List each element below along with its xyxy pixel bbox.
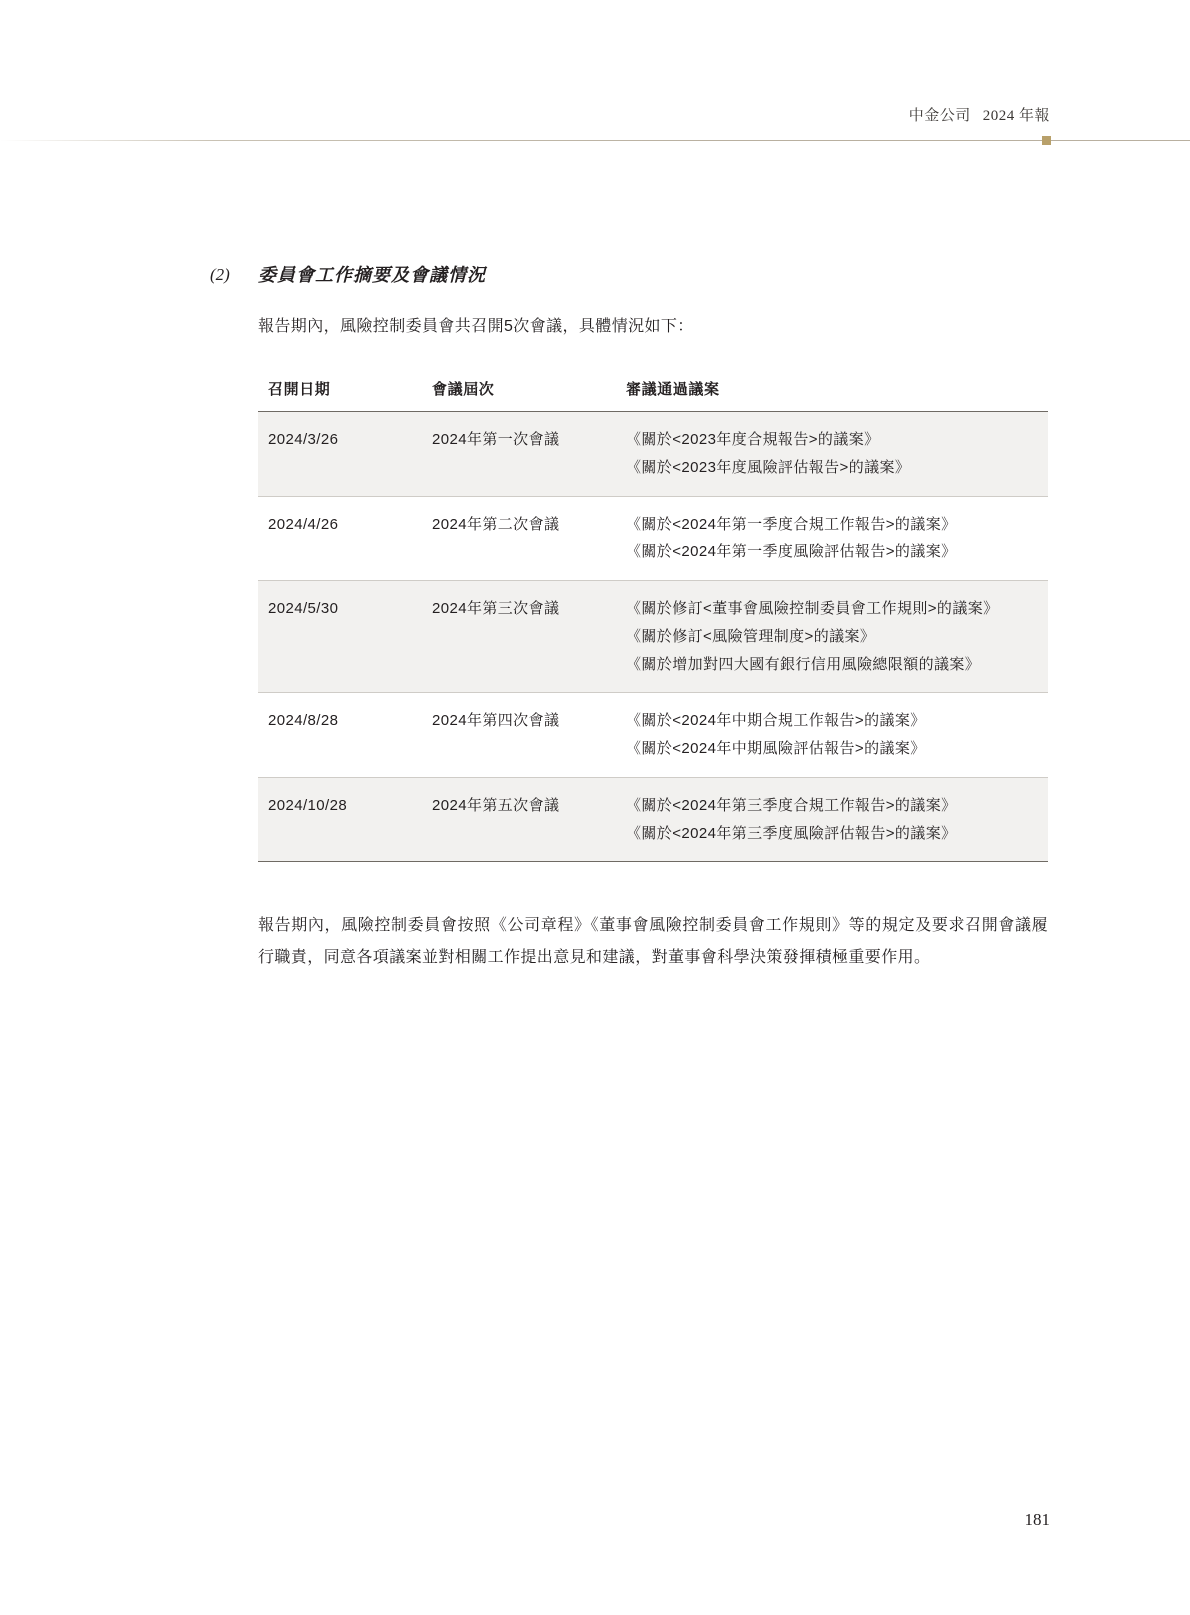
header-company-name: 中金公司 bbox=[908, 107, 971, 124]
cell-resolutions bbox=[616, 693, 1048, 778]
resolution-item: 《關於<2024年第三季度風險評估報告>的議案》 bbox=[626, 824, 957, 842]
header-divider-rule bbox=[0, 140, 1190, 141]
cell-resolutions bbox=[616, 496, 1048, 581]
section-number: (2) bbox=[210, 265, 230, 284]
cell-session: 2024年第一次會議 bbox=[422, 412, 616, 497]
section-heading bbox=[210, 262, 1050, 289]
closing-paragraph: 報告期內，風險控制委員會按照《公司章程》《董事會風險控制委員會工作規則》等的規定及要求召開會議履行職責，同意各項議案並對相關工作提出意見和建議，對董事會科學決策發揮積極重要作用。 bbox=[258, 917, 1048, 967]
meetings-table-head bbox=[258, 372, 1048, 412]
column-header-resolutions: 審議通過議案 bbox=[616, 372, 1048, 412]
table-row bbox=[258, 496, 1048, 581]
resolution-item: 《關於增加對四大國有銀行信用風險總限額的議案》 bbox=[626, 655, 981, 673]
header-running-title bbox=[909, 104, 1050, 125]
cell-date: 2024/3/26 bbox=[258, 412, 422, 497]
resolution-item: 《關於<2024年第三季度合規工作報告>的議案》 bbox=[626, 796, 957, 814]
page-number: 181 bbox=[1024, 1510, 1050, 1529]
header-accent-square-icon bbox=[1042, 136, 1051, 145]
header-report-year: 2024 年報 bbox=[982, 108, 1050, 124]
cell-date: 2024/5/30 bbox=[258, 581, 422, 693]
resolution-item: 《關於<2024年中期合規工作報告>的議案》 bbox=[626, 712, 926, 730]
resolution-item: 《關於<2023年度合規報告>的議案》 bbox=[626, 431, 880, 449]
section-title: 委員會工作摘要及會議情況 bbox=[258, 265, 486, 285]
table-header-row bbox=[258, 372, 1048, 412]
cell-resolutions bbox=[616, 777, 1048, 862]
cell-session: 2024年第四次會議 bbox=[422, 693, 616, 778]
page-content bbox=[210, 262, 1050, 974]
cell-resolutions bbox=[616, 581, 1048, 693]
column-header-session: 會議屆次 bbox=[422, 372, 616, 412]
cell-session: 2024年第三次會議 bbox=[422, 581, 616, 693]
meetings-table-body bbox=[258, 412, 1048, 862]
resolution-item: 《關於修訂<風險管理制度>的議案》 bbox=[626, 627, 876, 645]
cell-date: 2024/8/28 bbox=[258, 693, 422, 778]
table-row bbox=[258, 581, 1048, 693]
table-row bbox=[258, 412, 1048, 497]
resolution-item: 《關於<2024年中期風險評估報告>的議案》 bbox=[626, 740, 926, 758]
section-intro-paragraph: 報告期內，風險控制委員會共召開5次會議，具體情況如下： bbox=[258, 318, 694, 335]
resolution-item: 《關於<2023年度風險評估報告>的議案》 bbox=[626, 458, 911, 476]
cell-session: 2024年第二次會議 bbox=[422, 496, 616, 581]
cell-date: 2024/4/26 bbox=[258, 496, 422, 581]
cell-session: 2024年第五次會議 bbox=[422, 777, 616, 862]
resolution-item: 《關於<2024年第一季度合規工作報告>的議案》 bbox=[626, 515, 957, 533]
meetings-table bbox=[258, 372, 1048, 862]
cell-date: 2024/10/28 bbox=[258, 777, 422, 862]
column-header-date: 召開日期 bbox=[258, 372, 422, 412]
table-row bbox=[258, 693, 1048, 778]
table-row bbox=[258, 777, 1048, 862]
resolution-item: 《關於<2024年第一季度風險評估報告>的議案》 bbox=[626, 543, 957, 561]
resolution-item: 《關於修訂<董事會風險控制委員會工作規則>的議案》 bbox=[626, 600, 999, 618]
page-header bbox=[0, 104, 1190, 152]
cell-resolutions bbox=[616, 412, 1048, 497]
